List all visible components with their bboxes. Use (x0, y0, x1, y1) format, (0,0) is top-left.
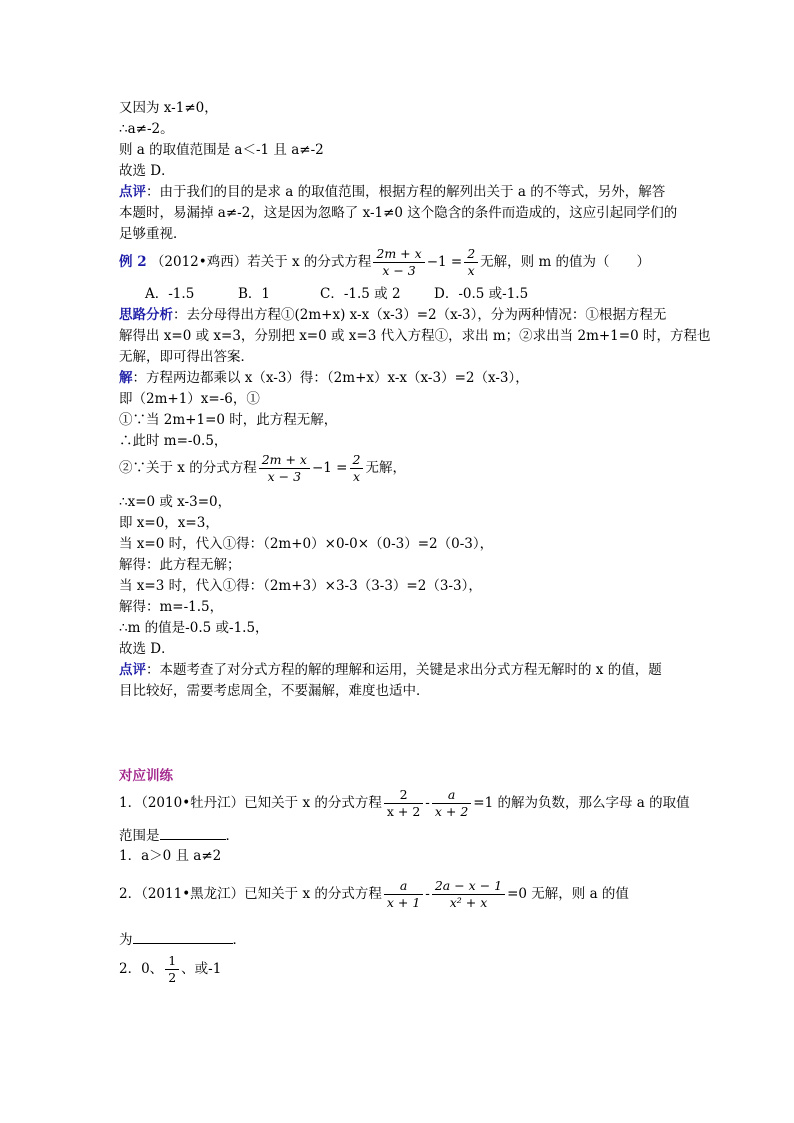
fraction: $\frac{1}{2}$ (165, 953, 179, 986)
fraction: $\frac{a}{x + 1}$ (384, 878, 423, 911)
text-line: 故选 D． (119, 641, 175, 657)
comment-line: 点评：由于我们的目的是求 a 的取值范围，根据方程的解列出关于 a 的不等式，另外，解答 (119, 184, 666, 200)
option-a: A．-1.5 (145, 286, 195, 302)
text-line: 当 x=3 时，代入①得：（2m+3）×3-3（3-3）=2（3-3）， (119, 578, 482, 594)
section-heading: 对应训练 (119, 768, 173, 784)
option-c: C．-1.5 或 2 (320, 286, 401, 302)
text-line: 无解，即可得出答案． (119, 349, 254, 365)
example-label: 例 2 (119, 254, 147, 270)
text-line: 即 x=0，x=3， (119, 515, 219, 531)
text-line: ∴此时 m=-0.5， (119, 433, 228, 449)
question-1-line-2: 范围是 ． (119, 828, 239, 844)
solution-line: 解：方程两边都乘以 x（x-3）得：（2m+x）x-x（x-3）=2（x-3）， (119, 370, 529, 386)
equation-line: ②∵关于 x 的分式方程 $\frac{2m + x}{x - 3}$ −1 = $\frac{2}{x}$ 无解， (119, 452, 406, 484)
fraction: $\frac{2m + x}{x - 3}$ (373, 246, 424, 279)
option-d: D．-0.5 或-1.5 (434, 286, 529, 302)
text-line: ①∵当 2m+1=0 时，此方程无解， (119, 412, 338, 428)
fraction: $\frac{2}{x + 2}$ (384, 787, 423, 820)
review-line: 点评：本题考查了对分式方程的解的理解和运用，关键是求出分式方程无解时的 x 的值，题 (119, 662, 662, 678)
text-line: ∴a≠-2。 (119, 121, 174, 137)
fraction: $\frac{2}{x}$ (464, 246, 478, 279)
text-line: 当 x=0 时，代入①得：（2m+0）×0-0×（0-3）=2（0-3）， (119, 536, 494, 552)
text-line: 解得：m=-1.5， (119, 599, 224, 615)
text-line: 即（2m+1）x=-6，① (119, 391, 260, 407)
answer-1: 1．a＞0 且 a≠2 (119, 848, 222, 864)
answer-2: 2．0、 $\frac{1}{2}$ 、或-1 (119, 953, 222, 985)
question-1: 1．（2010•牡丹江）已知关于 x 的分式方程 $\frac{2}{x + 2}$ - $\frac{a}{x + 2}$ =1 的解为负数，那么字母 a 的取值 (119, 787, 690, 819)
review-label: 点评 (119, 662, 146, 678)
text-line: 则 a 的取值范围是 a＜-1 且 a≠-2 (119, 142, 324, 158)
question-2: 2．（2011•黑龙江）已知关于 x 的分式方程 $\frac{a}{x + 1}$ - $\frac{2a - x - 1}{\text{x² + x}}$ =0 无解，则 a 的值 (119, 878, 629, 910)
analysis-line: 思路分析：去分母得出方程①(2m+x) x-x（x-3）=2（x-3），分为两种情况：①根据方程无 (119, 307, 667, 323)
fraction: $\frac{a}{x + 2}$ (432, 787, 471, 820)
example-2-header: 例 2 （2012•鸡西）若关于 x 的分式方程 $\frac{2m + x}{x - 3}$ −1 = $\frac{2}{x}$ 无解，则 m 的值为（ ） (119, 246, 651, 278)
text-line: 故选 D． (119, 163, 175, 179)
analysis-label: 思路分析 (119, 307, 173, 323)
answer-blank[interactable] (133, 931, 233, 944)
answer-blank[interactable] (160, 827, 226, 840)
fraction: $\frac{2a - x - 1}{\text{x² + x}}$ (432, 878, 505, 911)
text-line: 本题时，易漏掉 a≠-2，这是因为忽略了 x-1≠0 这个隐含的条件而造成的，这应引起同学们的 (119, 205, 678, 221)
text-line: 足够重视． (119, 226, 187, 242)
text-line: 又因为 x-1≠0， (119, 100, 218, 116)
text-line: ∴x=0 或 x-3=0， (119, 494, 232, 510)
option-b: B．1 (238, 286, 271, 302)
text-line: ∴m 的值是-0.5 或-1.5， (119, 620, 269, 636)
text-line: 解得出 x=0 或 x=3，分别把 x=0 或 x=3 代入方程①，求出 m；②求出当 2m+1=0 时，方程也 (119, 328, 711, 344)
question-2-line-2: 为 ． (119, 932, 246, 948)
fraction: $\frac{2m + x}{x - 3}$ (259, 452, 310, 485)
solution-label: 解 (119, 370, 133, 386)
comment-label: 点评 (119, 184, 146, 200)
fraction: $\frac{2}{x}$ (350, 452, 364, 485)
text-line: 解得：此方程无解； (119, 557, 241, 573)
text-line: 目比较好，需要考虑周全，不要漏解，难度也适中． (119, 683, 430, 699)
